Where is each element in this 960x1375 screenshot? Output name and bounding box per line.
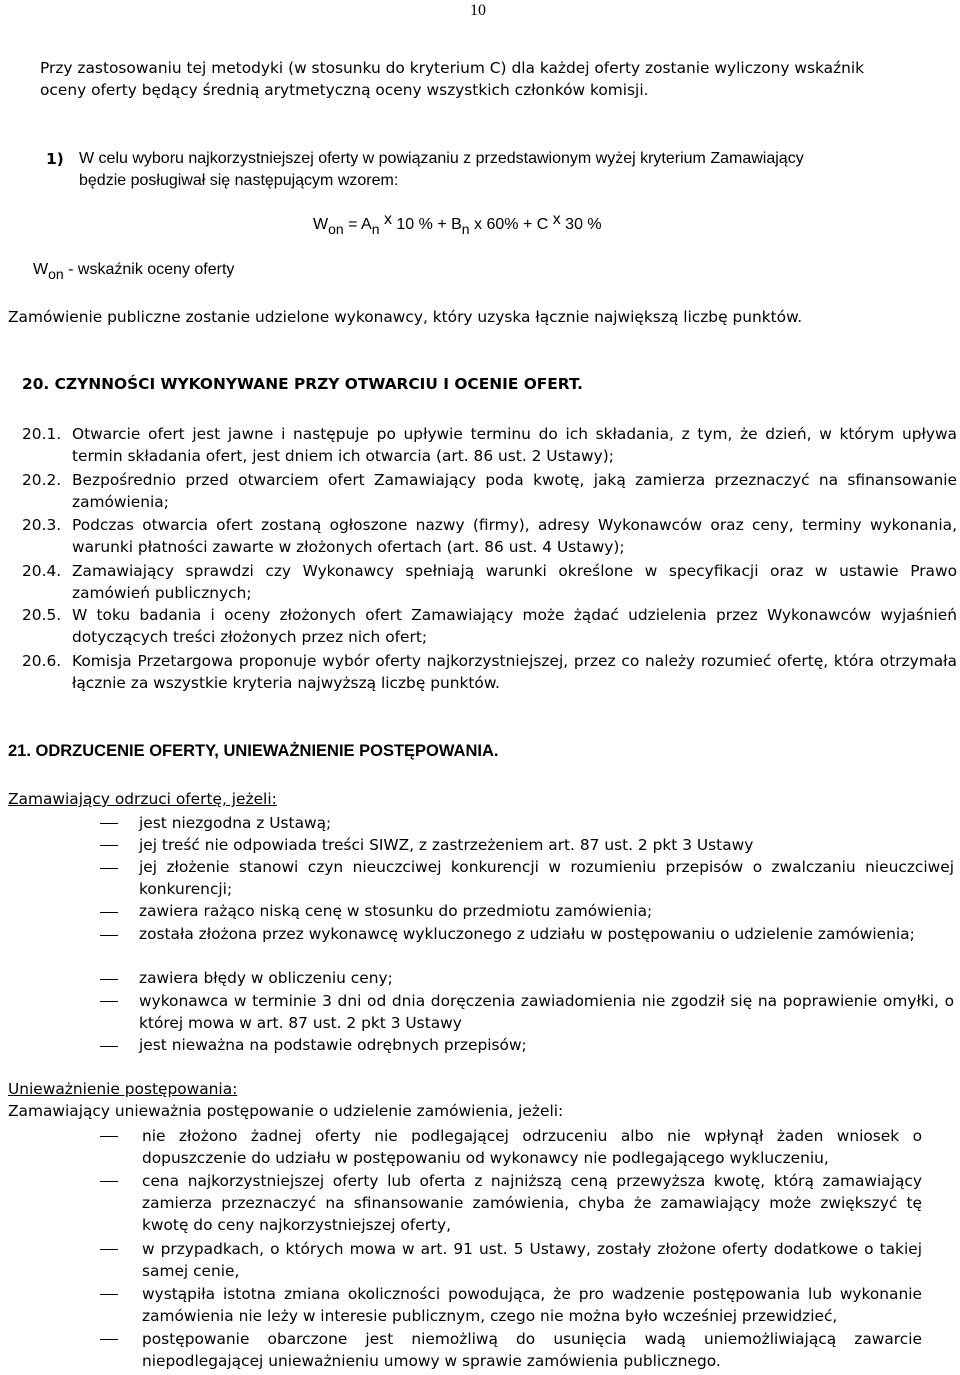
dash-bullet bbox=[100, 1181, 118, 1182]
dash-bullet bbox=[100, 845, 118, 846]
reject-item: wykonawca w terminie 3 dni od dnia doręczenia zawiadomienia nie zgodził się na poprawienie omyłki, o której mowa w art. 87 ust. 2 pkt 3 Ustawy bbox=[139, 992, 954, 1032]
reject-item: jej złożenie stanowi czyn nieuczciwej konkurencji w rozumieniu przepisów o zwalczaniu nieuczciwej konkurencji; bbox=[139, 858, 954, 898]
list-item bbox=[22, 560, 957, 604]
point-1-number: 1) bbox=[46, 150, 64, 168]
reject-heading: Zamawiający odrzuci ofertę, jeżeli: bbox=[8, 790, 277, 808]
item-text: Zamawiający sprawdzi czy Wykonawcy spełniają warunki określone w specyfikacji oraz w ustawie Prawo zamówień publicznych; bbox=[72, 562, 957, 602]
dash-bullet bbox=[100, 979, 118, 980]
dash-bullet bbox=[100, 823, 118, 824]
list-item bbox=[22, 604, 957, 648]
reject-item: jej treść nie odpowiada treści SIWZ, z zastrzeżeniem art. 87 ust. 2 pkt 3 Ustawy bbox=[139, 836, 754, 854]
reject-item: zawiera rażąco niską cenę w stosunku do przedmiotu zamówienia; bbox=[139, 902, 653, 920]
dash-bullet bbox=[100, 1294, 118, 1295]
dash-bullet bbox=[100, 1001, 118, 1002]
dash-bullet bbox=[100, 935, 118, 936]
dash-bullet bbox=[100, 868, 118, 869]
intro-line-1: Przy zastosowaniu tej metodyki (w stosunku do kryterium C) dla każdej oferty zostanie wyliczony wskaźnik bbox=[40, 59, 865, 77]
item-text: W toku badania i oceny złożonych ofert Zamawiający może żądać udzielenia przez Wykonawców wyjaśnień dotyczących treści złożonych przez nich ofert; bbox=[72, 606, 957, 646]
dash-bullet bbox=[100, 1046, 118, 1047]
formula-legend: Won - wskaźnik oceny oferty bbox=[33, 261, 235, 282]
cancel-item: wystąpiła istotna zmiana okoliczności powodująca, że pro wadzenie postępowania lub wykonanie zamówienia nie leży w interesie publicznym, czego nie można było wcześniej przewidzieć, bbox=[142, 1285, 922, 1325]
cancel-heading: Unieważnienie postępowania: bbox=[8, 1080, 238, 1098]
item-text: Otwarcie ofert jest jawne i następuje po upływie terminu do ich składania, z tym, że dzień, w którym upływa termin składania ofert, jest dniem ich otwarcia (art. 86 ust. 2 Ustawy); bbox=[72, 425, 957, 465]
item-text: Bezpośrednio przed otwarciem ofert Zamawiający poda kwotę, jaką zamierza przeznaczyć na sfinansowanie zamówienia; bbox=[72, 471, 957, 511]
cancel-item: postępowanie obarczone jest niemożliwą do usunięcia wadą uniemożliwiającą zawarcie niepodlegającej unieważnieniu umowy w sprawie zamówienia publicznego. bbox=[142, 1330, 922, 1370]
cancel-intro: Zamawiający unieważnia postępowanie o udzielenie zamówienia, jeżeli: bbox=[8, 1102, 564, 1120]
cancel-item: nie złożono żadnej oferty nie podlegającej odrzuceniu albo nie wpłynął żaden wniosek o dopuszczenie do udziału w postępowaniu od wykonawcy nie podlegającego wykluczeniu, bbox=[142, 1127, 922, 1167]
list-item bbox=[22, 469, 957, 513]
dash-bullet bbox=[100, 1249, 118, 1250]
award-sentence: Zamówienie publiczne zostanie udzielone wykonawcy, który uzyska łącznie największą liczbę punktów. bbox=[8, 308, 803, 326]
point-1-line-2: będzie posługiwał się następującym wzorem: bbox=[79, 172, 399, 189]
section-20-title: 20. CZYNNOŚCI WYKONYWANE PRZY OTWARCIU I OCENIE OFERT. bbox=[22, 375, 583, 393]
item-text: Podczas otwarcia ofert zostaną ogłoszone nazwy (firmy), adresy Wykonawców oraz ceny, terminy wykonania, warunki płatności zawarte w złożonych ofertach (art. 86 ust. 4 Ustawy); bbox=[72, 516, 957, 556]
list-item bbox=[22, 514, 957, 558]
dash-bullet bbox=[100, 1339, 118, 1340]
list-item bbox=[22, 423, 957, 467]
list-item bbox=[22, 650, 957, 694]
dash-bullet bbox=[100, 1136, 118, 1137]
reject-item: jest niezgodna z Ustawą; bbox=[139, 814, 332, 832]
item-number: 20.3. bbox=[22, 516, 62, 534]
cancel-item: cena najkorzystniejszej oferty lub oferta z najniższą ceną przewyższa kwotę, którą zamawiający zamierza przeznaczyć na sfinansowanie zamówienia, chyba że zamawiający może zwiększyć tę kwotę do ceny najkorzystniejszej oferty, bbox=[142, 1172, 922, 1234]
item-number: 20.6. bbox=[22, 652, 62, 670]
intro-line-2: oceny oferty będący średnią arytmetyczną oceny wszystkich członków komisji. bbox=[40, 81, 649, 99]
reject-item: zawiera błędy w obliczeniu ceny; bbox=[139, 969, 393, 987]
dash-bullet bbox=[100, 912, 118, 913]
formula: Won = An x 10 % + Bn x 60% + C x 30 % bbox=[313, 211, 602, 237]
item-number: 20.2. bbox=[22, 471, 62, 489]
item-number: 20.4. bbox=[22, 562, 62, 580]
item-number: 20.5. bbox=[22, 606, 62, 624]
reject-item: jest nieważna na podstawie odrębnych przepisów; bbox=[139, 1036, 527, 1054]
point-1-line-1: W celu wyboru najkorzystniejszej oferty w powiązaniu z przedstawionym wyżej kryterium Zamawiający bbox=[79, 150, 804, 167]
section-21-title: 21. ODRZUCENIE OFERTY, UNIEWAŻNIENIE POSTĘPOWANIA. bbox=[8, 742, 499, 760]
item-number: 20.1. bbox=[22, 425, 62, 443]
cancel-item: w przypadkach, o których mowa w art. 91 ust. 5 Ustawy, zostały złożone oferty dodatkowe o takiej samej cenie, bbox=[142, 1240, 922, 1280]
reject-item: została złożona przez wykonawcę wykluczonego z udziału w postępowaniu o udzielenie zamówienia; bbox=[139, 925, 915, 943]
item-text: Komisja Przetargowa proponuje wybór oferty najkorzystniejszej, przez co należy rozumieć ofertę, która otrzymała łącznie za wszystkie kryteria najwyższą liczbę punktów. bbox=[72, 652, 957, 692]
page-number: 10 bbox=[470, 2, 486, 19]
